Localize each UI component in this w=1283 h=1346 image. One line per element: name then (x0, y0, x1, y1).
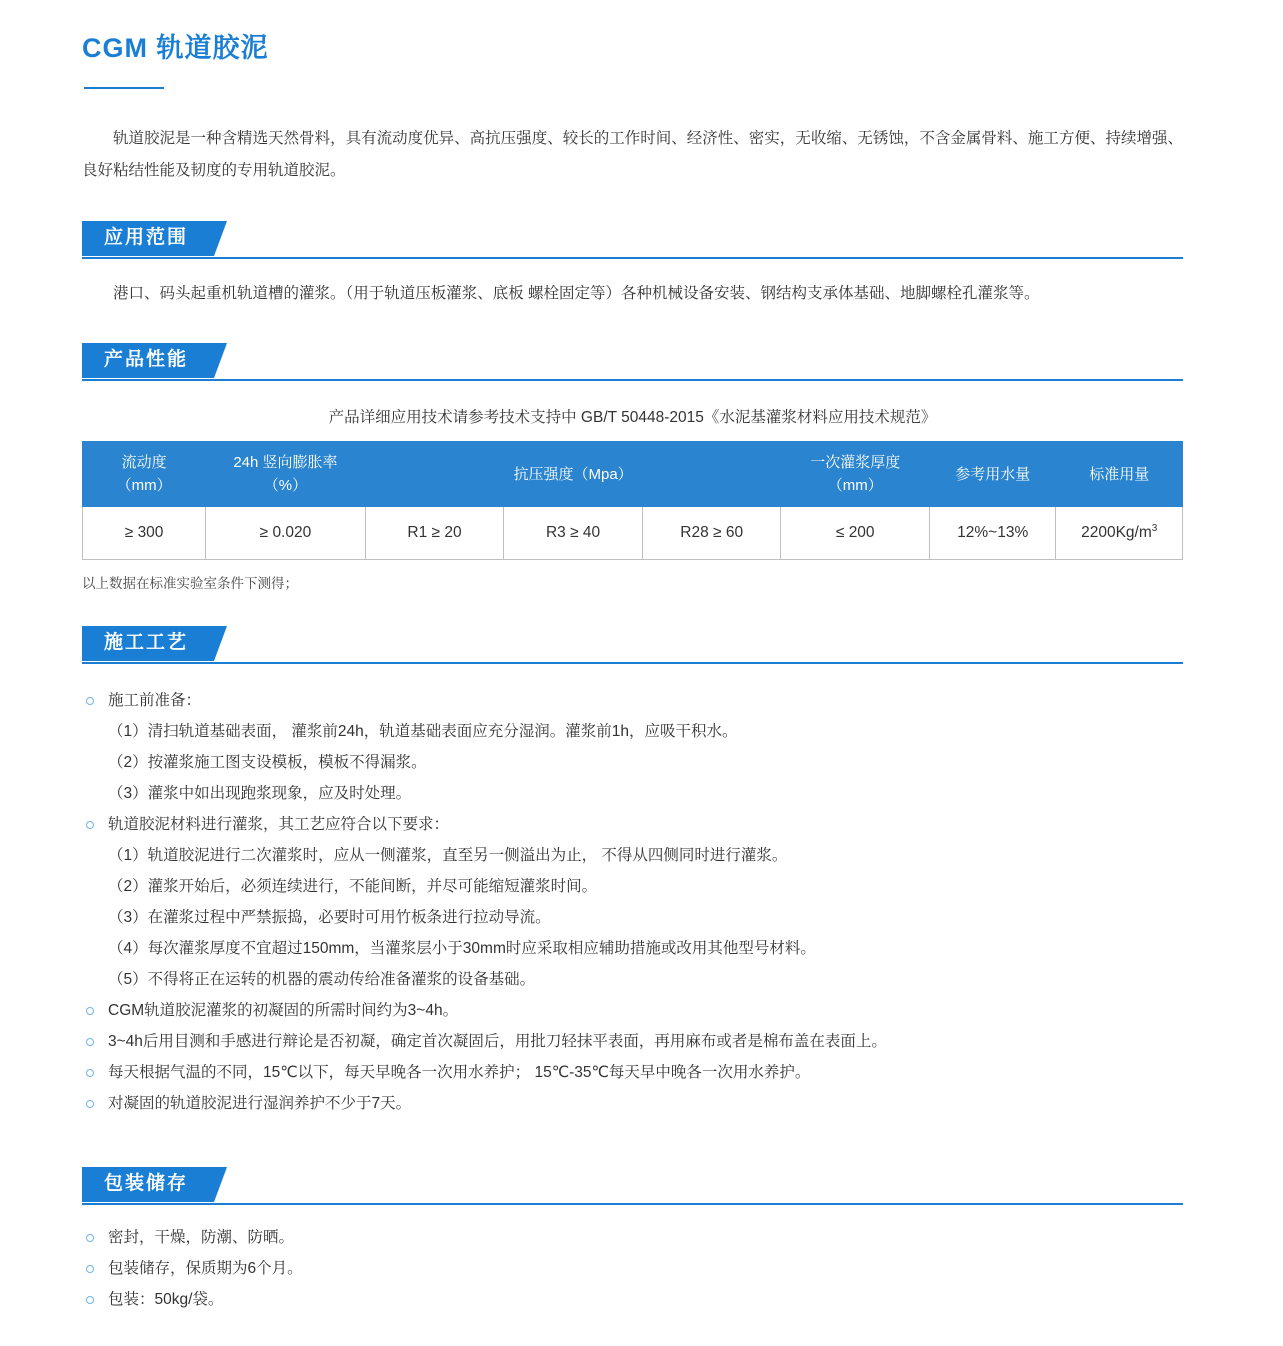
cell-r28: R28 ≥ 60 (642, 507, 781, 560)
col-standard-dosage: 标准用量 (1056, 442, 1183, 507)
section-performance (82, 343, 1183, 592)
cell-standard-dosage (1056, 507, 1183, 560)
section-rule-application (82, 257, 1183, 259)
list-item: 包装：50kg/袋。 (82, 1285, 1183, 1315)
col-compressive-strength: 抗压强度（Mpa） (365, 442, 781, 507)
packaging-list (82, 1223, 1183, 1315)
section-header-packaging (82, 1167, 1183, 1203)
list-item: 密封，干燥，防潮、防晒。 (82, 1223, 1183, 1253)
table-footnote-text: 以上数据在标准实验室条件下测得； (82, 576, 298, 591)
section-rule-packaging (82, 1203, 1183, 1205)
col-grout-thickness-unit: （mm） (827, 477, 883, 494)
cell-water-demand: 12%~13% (929, 507, 1056, 560)
section-packaging (82, 1167, 1183, 1315)
cell-r1: R1 ≥ 20 (365, 507, 504, 560)
cell-grout-thickness: ≤ 200 (781, 507, 930, 560)
section-title-process: 施工工艺 (82, 626, 214, 661)
col-expansion (206, 442, 366, 507)
section-process (82, 626, 1183, 1119)
col-water-demand: 参考用水量 (929, 442, 1056, 507)
list-item: 每天根据气温的不同，15℃以下，每天早晚各一次用水养护； 15℃-35℃每天早中晚各一次用水养护。 (82, 1058, 1183, 1088)
list-item: 对凝固的轨道胶泥进行湿润养护不少于7天。 (82, 1089, 1183, 1119)
section-body-packaging (82, 1223, 1183, 1315)
intro-paragraph: 轨道胶泥是一种含精选天然骨料，具有流动度优异、高抗压强度、较长的工作时间、经济性、密实，无收缩、无锈蚀，不含金属骨料、施工方便、持续增强、良好粘结性能及韧度的专用轨道胶泥。 (82, 130, 1183, 179)
cell-dosage-value: 2200Kg/m (1081, 524, 1152, 542)
table-row (83, 507, 1183, 560)
cell-dosage-exponent: 3 (1151, 523, 1158, 535)
list-item: 3~4h后用目测和手感进行辩论是否初凝，确定首次凝固后，用批刀轻抹平表面，再用麻布或者是棉布盖在表面上。 (82, 1027, 1183, 1057)
col-grout-thickness-label: 一次灌浆厚度 (810, 454, 901, 471)
col-flow (83, 442, 206, 507)
section-header-application (82, 221, 1183, 257)
section-header-process (82, 626, 1183, 662)
col-flow-label: 流动度 (121, 454, 167, 471)
list-item: （4）每次灌浆厚度不宜超过150mm，当灌浆层小于30mm时应采取相应辅助措施或改用其他型号材料。 (108, 940, 816, 957)
list-item: （2）按灌浆施工图支设模板，模板不得漏浆。 (108, 754, 427, 771)
col-flow-unit: （mm） (116, 477, 172, 494)
cell-flow: ≥ 300 (83, 507, 206, 560)
table-header-row (83, 442, 1183, 507)
col-expansion-label: 24h 竖向膨胀率 (233, 454, 338, 471)
cell-r3: R3 ≥ 40 (504, 507, 643, 560)
col-expansion-unit: （%） (263, 477, 308, 494)
list-item: 包装储存，保质期为6个月。 (82, 1254, 1183, 1284)
section-application (82, 221, 1183, 309)
table-footnote (82, 572, 1183, 592)
section-title-packaging: 包装储存 (82, 1167, 214, 1202)
page-title: CGM 轨道胶泥 (82, 33, 269, 63)
performance-note: 产品详细应用技术请参考技术支持中 GB/T 50448-2015《水泥基灌浆材料应用技术规范》 (328, 409, 937, 426)
list-item: （3）灌浆中如出现跑浆现象，应及时处理。 (108, 785, 412, 802)
list-item: （2）灌浆开始后，必须连续进行，不能间断，并尽可能缩短灌浆时间。 (108, 878, 598, 895)
section-rule-process (82, 662, 1183, 664)
process-list (82, 686, 1183, 1119)
list-item: 轨道胶泥材料进行灌浆，其工艺应符合以下要求： (82, 810, 1183, 840)
application-text: 港口、码头起重机轨道槽的灌浆。（用于轨道压板灌浆、底板 螺栓固定等）各种机械设备安装、钢结构支承体基础、地脚螺栓孔灌浆等。 (113, 285, 1040, 302)
section-title-performance: 产品性能 (82, 343, 214, 378)
list-item: （1）轨道胶泥进行二次灌浆时，应从一侧灌浆，直至另一侧溢出为止， 不得从四侧同时进行灌浆。 (108, 847, 788, 864)
col-grout-thickness (781, 442, 930, 507)
section-header-performance (82, 343, 1183, 379)
list-item: （3）在灌浆过程中严禁振捣，必要时可用竹板条进行拉动导流。 (108, 909, 551, 926)
section-body-application (82, 279, 1183, 309)
cell-expansion: ≥ 0.020 (206, 507, 366, 560)
list-item: （1）清扫轨道基础表面， 灌浆前24h，轨道基础表面应充分湿润。灌浆前1h，应吸干积水。 (108, 723, 738, 740)
list-item: CGM轨道胶泥灌浆的初凝固的所需时间约为3~4h。 (82, 996, 1183, 1026)
performance-table (82, 441, 1183, 560)
list-item: （5）不得将正在运转的机器的震动传给准备灌浆的设备基础。 (108, 971, 536, 988)
section-body-process (82, 686, 1183, 1119)
section-rule-performance (82, 379, 1183, 381)
section-title-application: 应用范围 (82, 221, 214, 256)
list-item: 施工前准备： (82, 686, 1183, 716)
title-underline (84, 87, 164, 89)
